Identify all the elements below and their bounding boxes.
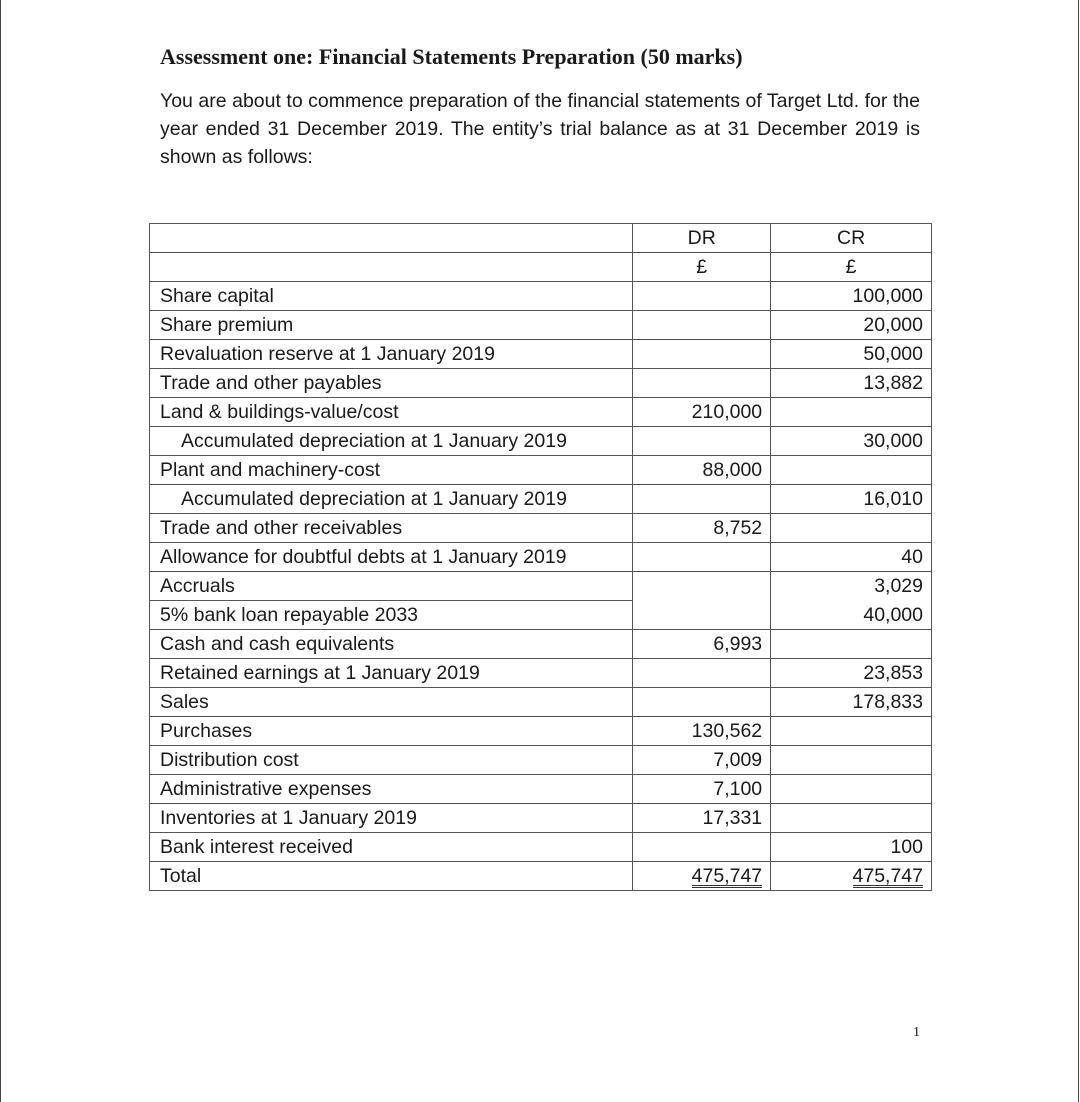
table-row: [150, 775, 932, 804]
total-label: Total: [160, 865, 202, 887]
cr-total: 475,747: [852, 864, 923, 887]
table-header-row: [150, 224, 932, 253]
table-row: [150, 311, 932, 340]
cr-value: 30,000: [771, 427, 932, 456]
cr-value: 23,853: [771, 659, 932, 688]
dr-value: 8,752: [633, 514, 771, 543]
table-row: [150, 746, 932, 775]
cr-value: 100,000: [771, 282, 932, 311]
table-row: [150, 282, 932, 311]
row-label: Share capital: [150, 282, 633, 311]
header-blank-cell: [150, 224, 633, 253]
cr-value: [771, 456, 932, 485]
dr-value: 210,000: [633, 398, 771, 427]
currency-blank-cell: [150, 253, 633, 282]
table-row: [150, 717, 932, 746]
table-row: [150, 630, 932, 659]
page-right-edge: [1078, 0, 1079, 1102]
dr-value: [633, 572, 771, 601]
intro-paragraph: You are about to commence preparation of the financial statements of Target Ltd. for the year ended 31 December 2019. The entity’s trial balance as at 31 December 2019 is shown as follows:: [160, 90, 920, 168]
cr-value: 16,010: [771, 485, 932, 514]
dr-header: DR: [633, 224, 771, 253]
row-label: Trade and other payables: [150, 369, 633, 398]
row-label: Trade and other receivables: [150, 514, 633, 543]
cr-value: [771, 514, 932, 543]
dr-value: [633, 369, 771, 398]
table-row: [150, 427, 932, 456]
dr-value: [633, 282, 771, 311]
table-row: [150, 601, 932, 630]
dr-value: 17,331: [633, 804, 771, 833]
table-row: [150, 340, 932, 369]
dr-value: [633, 485, 771, 514]
table-row: [150, 514, 932, 543]
dr-value: [633, 688, 771, 717]
table-row: [150, 833, 932, 862]
dr-value: 6,993: [633, 630, 771, 659]
cr-value: 13,882: [771, 369, 932, 398]
table-row: [150, 659, 932, 688]
row-label: Plant and machinery-cost: [150, 456, 633, 485]
row-label: Distribution cost: [150, 746, 633, 775]
table-row: [150, 543, 932, 572]
row-label: Purchases: [150, 717, 633, 746]
cr-value: 50,000: [771, 340, 932, 369]
table-row: [150, 369, 932, 398]
row-label: Bank interest received: [150, 833, 633, 862]
dr-total: 475,747: [691, 864, 763, 887]
cr-value: [771, 775, 932, 804]
table-row: [150, 398, 932, 427]
table-row: [150, 688, 932, 717]
page-title: Assessment one: Financial Statements Preparation (50 marks): [160, 44, 743, 69]
currency-row: [150, 253, 932, 282]
dr-value: 7,009: [633, 746, 771, 775]
row-label: Revaluation reserve at 1 January 2019: [150, 340, 633, 369]
table-row: [150, 485, 932, 514]
table-row: [150, 456, 932, 485]
trial-balance-table: [149, 223, 932, 891]
dr-value: 7,100: [633, 775, 771, 804]
row-label: Accumulated depreciation at 1 January 2019: [150, 427, 633, 456]
table-row: [150, 804, 932, 833]
dr-currency: £: [633, 253, 771, 282]
cr-value: 40,000: [771, 601, 932, 630]
cr-value: [771, 630, 932, 659]
cr-header: CR: [771, 224, 932, 253]
cr-value: 40: [771, 543, 932, 572]
table-row: [150, 572, 932, 601]
cr-value: [771, 717, 932, 746]
cr-currency: £: [771, 253, 932, 282]
row-label: Sales: [150, 688, 633, 717]
row-label: Land & buildings-value/cost: [150, 398, 633, 427]
dr-value: [633, 659, 771, 688]
page-number: 1: [913, 1025, 920, 1040]
cr-value: [771, 746, 932, 775]
dr-value: [633, 601, 771, 630]
row-label: 5% bank loan repayable 2033: [150, 601, 633, 630]
dr-value: 88,000: [633, 456, 771, 485]
cr-value: [771, 398, 932, 427]
row-label: Retained earnings at 1 January 2019: [150, 659, 633, 688]
cr-value: 178,833: [771, 688, 932, 717]
cr-value: 100: [771, 833, 932, 862]
page-left-edge: [0, 0, 1, 1102]
dr-value: [633, 833, 771, 862]
total-row: [150, 862, 932, 891]
row-label: Accumulated depreciation at 1 January 2019: [150, 485, 633, 514]
cr-value: [771, 804, 932, 833]
dr-value: [633, 543, 771, 572]
row-label: Cash and cash equivalents: [150, 630, 633, 659]
row-label: Inventories at 1 January 2019: [150, 804, 633, 833]
dr-value: [633, 311, 771, 340]
row-label: Accruals: [150, 572, 633, 601]
dr-value: [633, 340, 771, 369]
row-label: Allowance for doubtful debts at 1 January 2019: [150, 543, 633, 572]
dr-value: [633, 427, 771, 456]
row-label: Share premium: [150, 311, 633, 340]
cr-value: 20,000: [771, 311, 932, 340]
cr-value: 3,029: [771, 572, 932, 601]
dr-value: 130,562: [633, 717, 771, 746]
row-label: Administrative expenses: [150, 775, 633, 804]
